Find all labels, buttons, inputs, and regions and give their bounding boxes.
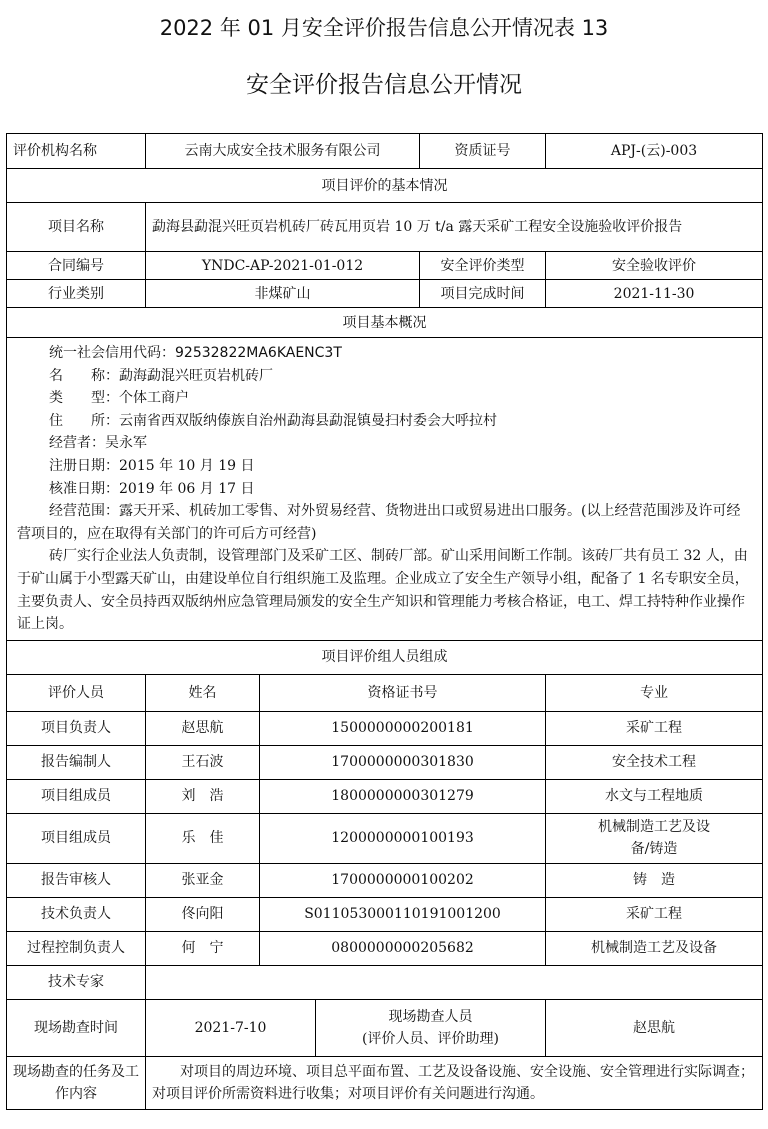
survey-staff-title: 现场勘查人员 xyxy=(388,1008,473,1025)
survey-task-label: 现场勘查的任务及工作内容 xyxy=(7,1056,146,1109)
col-header-cert: 资格证书号 xyxy=(260,674,546,711)
member-role: 报告编制人 xyxy=(7,745,146,779)
table-row xyxy=(7,813,763,863)
overview-content xyxy=(7,338,763,641)
project-name-label: 项目名称 xyxy=(7,203,146,252)
member-cert: 0800000000205682 xyxy=(260,931,546,965)
col-header-name: 姓名 xyxy=(146,674,260,711)
member-cert: 1700000000100202 xyxy=(260,863,546,897)
finish-time-value: 2021-11-30 xyxy=(546,280,763,308)
table-row xyxy=(7,779,763,813)
member-role: 项目组成员 xyxy=(7,813,146,863)
table-row xyxy=(7,745,763,779)
registration-date: 注册日期：2015 年 10 月 19 日 xyxy=(49,457,255,474)
member-role: 技术负责人 xyxy=(7,897,146,931)
member-name: 乐 佳 xyxy=(146,813,260,863)
contract-no-value: YNDC-AP-2021-01-012 xyxy=(146,252,420,280)
member-cert: 1800000000301279 xyxy=(260,779,546,813)
member-role: 项目组成员 xyxy=(7,779,146,813)
eval-type-value: 安全验收评价 xyxy=(546,252,763,280)
project-name-value: 勐海县勐混兴旺页岩机砖厂砖瓦用页岩 10 万 t/a 露天采矿工程安全设施验收评价报告 xyxy=(146,203,763,252)
company-address: 住 所：云南省西双版纳傣族自治州勐海县勐混镇曼扫村委会大呼拉村 xyxy=(49,412,497,429)
table-row xyxy=(7,711,763,745)
member-major: 机械制造工艺及设备 xyxy=(546,931,763,965)
approval-date: 核准日期：2019 年 06 月 17 日 xyxy=(49,480,255,497)
member-major: 安全技术工程 xyxy=(546,745,763,779)
member-name: 赵思航 xyxy=(146,711,260,745)
member-major: 铸 造 xyxy=(546,863,763,897)
member-cert: S011053000110191001200 xyxy=(260,897,546,931)
col-header-role: 评价人员 xyxy=(7,674,146,711)
member-name: 佟向阳 xyxy=(146,897,260,931)
table-row xyxy=(7,931,763,965)
tech-expert-value xyxy=(146,965,763,999)
member-major: 机械制造工艺及设备/铸造 xyxy=(546,813,763,863)
member-cert: 1200000000100193 xyxy=(260,813,546,863)
member-major: 采矿工程 xyxy=(546,711,763,745)
member-major: 水文与工程地质 xyxy=(546,779,763,813)
survey-time-value: 2021-7-10 xyxy=(146,999,316,1056)
member-role: 项目负责人 xyxy=(7,711,146,745)
member-cert: 1700000000301830 xyxy=(260,745,546,779)
col-header-major: 专业 xyxy=(546,674,763,711)
member-role: 过程控制负责人 xyxy=(7,931,146,965)
overview-header: 项目基本概况 xyxy=(7,308,763,338)
cert-value: APJ-(云)-003 xyxy=(546,134,763,169)
member-major: 采矿工程 xyxy=(546,897,763,931)
table-row xyxy=(7,897,763,931)
survey-staff-value: 赵思航 xyxy=(546,999,763,1056)
page-subtitle: 安全评价报告信息公开情况 xyxy=(246,72,522,98)
contract-no-label: 合同编号 xyxy=(7,252,146,280)
credit-code: 统一社会信用代码：92532822MA6KAENC3T xyxy=(49,345,342,361)
member-name: 张亚金 xyxy=(146,863,260,897)
table-row xyxy=(7,863,763,897)
survey-task-value: 对项目的周边环境、项目总平面布置、工艺及设备设施、安全设施、安全管理进行实际调查；对项目评价所需资料进行收集；对项目评价有关问题进行沟通。 xyxy=(146,1056,763,1109)
finish-time-label: 项目完成时间 xyxy=(420,280,546,308)
cert-label: 资质证号 xyxy=(420,134,546,169)
company-type: 类 型：个体工商户 xyxy=(49,390,189,407)
member-role: 报告审核人 xyxy=(7,863,146,897)
org-name-label: 评价机构名称 xyxy=(7,134,146,169)
survey-staff-label xyxy=(316,999,546,1056)
disclosure-table xyxy=(6,133,763,1110)
org-name-value: 云南大成安全技术服务有限公司 xyxy=(146,134,420,169)
business-scope: 经营范围：露天开采、机砖加工零售、对外贸易经营、货物进出口或贸易进出口服务。(以上经营范围涉及许可经营项目的，应在取得有关部门的许可后方可经营) xyxy=(17,503,741,542)
basic-info-header: 项目评价的基本情况 xyxy=(7,169,763,203)
survey-time-label: 现场勘查时间 xyxy=(7,999,146,1056)
page-title: 2022 年 01 月安全评价报告信息公开情况表 13 xyxy=(159,16,609,40)
member-name: 刘 浩 xyxy=(146,779,260,813)
team-header: 项目评价组人员组成 xyxy=(7,640,763,674)
company-name: 名 称：勐海勐混兴旺页岩机砖厂 xyxy=(49,367,273,384)
eval-type-label: 安全评价类型 xyxy=(420,252,546,280)
operator: 经营者：吴永军 xyxy=(49,435,147,452)
member-name: 王石波 xyxy=(146,745,260,779)
survey-staff-subtitle: (评价人员、评价助理) xyxy=(362,1030,499,1047)
industry-label: 行业类别 xyxy=(7,280,146,308)
tech-expert-label: 技术专家 xyxy=(7,965,146,999)
industry-value: 非煤矿山 xyxy=(146,280,420,308)
member-cert: 1500000000200181 xyxy=(260,711,546,745)
company-description: 砖厂实行企业法人负责制，设管理部门及采矿工区、制砖厂部。矿山采用间断工作制。该砖厂共有员工 32 人，由于矿山属于小型露天矿山，由建设单位自行组织施工及监理。企业成立了安全生产领导小组，配备了 1 名专职安全员，主要负责人、安全员持西双版纳州应急管理局颁发的安全生产知识和管理能力考核合格证，电工、焊工持特种作业操作证上岗。 xyxy=(17,548,749,633)
member-name: 何 宁 xyxy=(146,931,260,965)
